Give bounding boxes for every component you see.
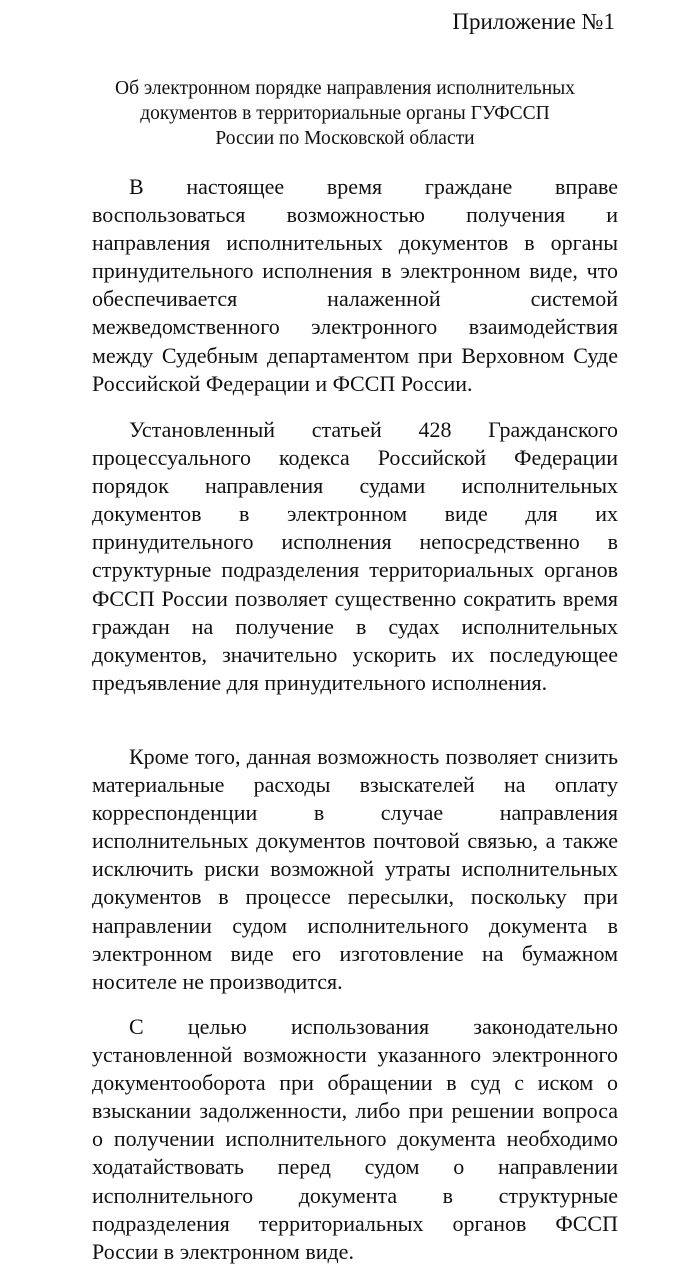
title-line-1: Об электронном порядке направления исполнительных	[114, 78, 575, 99]
paragraph-3: Кроме того, данная возможность позволяет снизить материальные расходы взыскателей на оплату корреспонденции в случае направления исполнительных документов почтовой связью, а также исключить риски возможной утраты исполнительных документов в процессе пересылки, поскольку при направлении судом исполнительного документа в электронном виде его изготовление на бумажном носителе не производится.	[92, 744, 618, 994]
title-line-3: России по Московской области	[215, 128, 475, 149]
paragraph-1: В настоящее время граждане вправе воспользоваться возможностью получения и направления исполнительных документов в органы принудительного исполнения в электронном виде, что обеспечивается налаженной системой межведомственного электронного взаимодействия между Судебным департаментом при Верховном Суде Российской Федерации и ФССП России.	[92, 174, 618, 396]
paragraph-4: С целью использования законодательно установленной возможности указанного электронного документооборота при обращении в суд с иском о взыскании задолженности, либо при решении вопроса о получении исполнительного документа необходимо ходатайствовать перед судом о направлении исполнительного документа в структурные подразделения территориальных органов ФССП России в электронном виде.	[92, 1014, 618, 1264]
title-line-2: документов в территориальные органы ГУФССП	[140, 103, 550, 124]
appendix-label: Приложение №1	[452, 9, 615, 34]
paragraph-2: Установленный статьей 428 Гражданского процессуального кодекса Российской Федерации порядок направления судами исполнительных документов в электронном виде для их принудительного исполнения непосредственно в структурные подразделения территориальных органов ФССП России позволяет существенно сократить время граждан на получение в судах исполнительных документов, значительно ускорить их последующее предъявление для принудительного исполнения.	[92, 417, 618, 695]
document-title	[60, 76, 630, 151]
